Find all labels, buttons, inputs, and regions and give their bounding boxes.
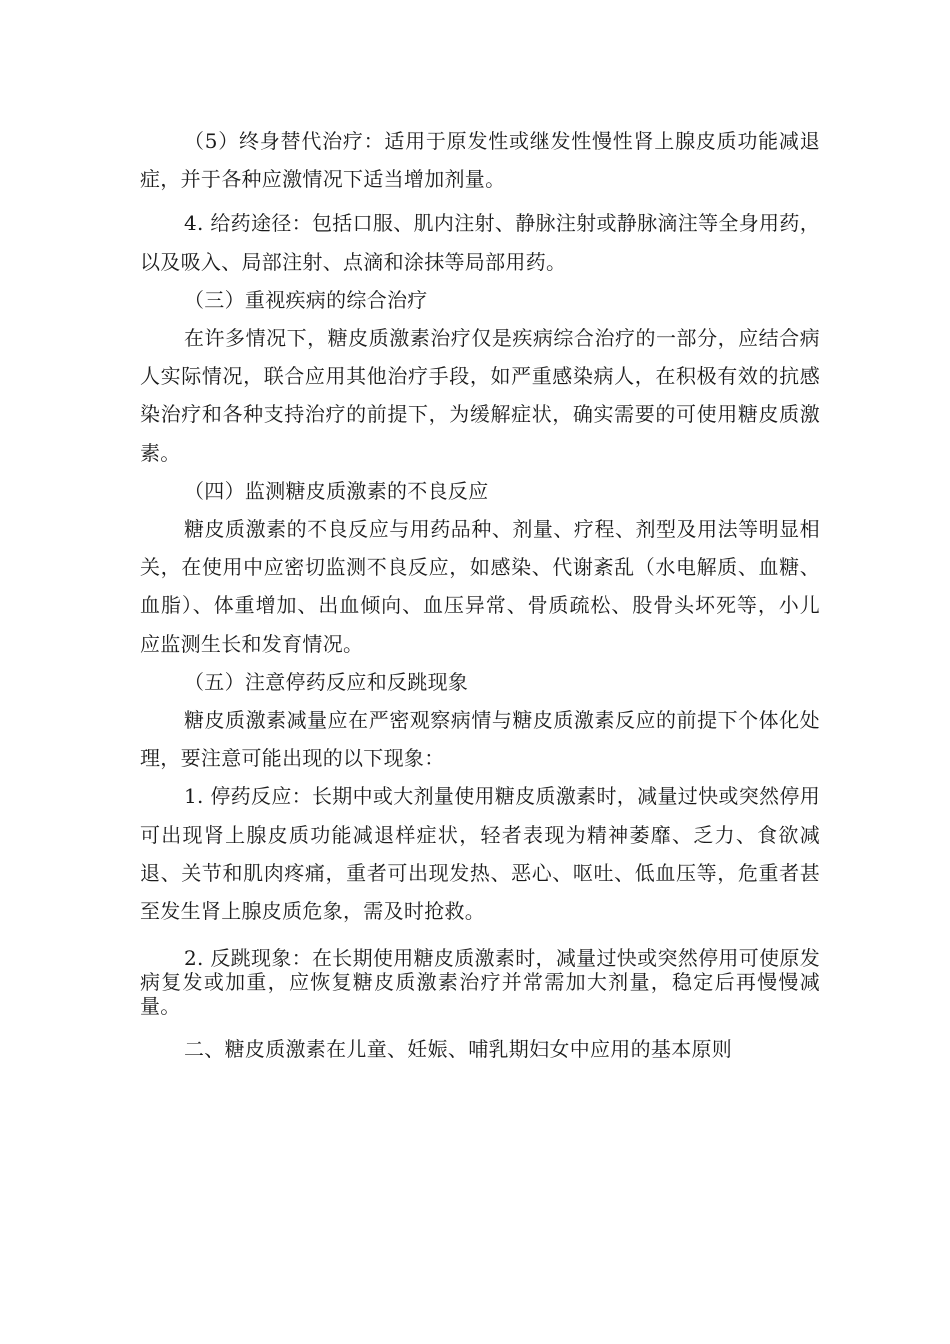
section-heading-comprehensive-treatment: （三）重视疾病的综合治疗 xyxy=(184,287,428,312)
paragraph-lifelong-replacement: （5）终身替代治疗：适用于原发性或继发性慢性肾上腺皮质功能减退症，并于各种应激情况下适当增加剂量。 xyxy=(140,129,820,192)
paragraph-comprehensive-treatment: 在许多情况下，糖皮质激素治疗仅是疾病综合治疗的一部分，应结合病人实际情况，联合应用其他治疗手段，如严重感染病人，在积极有效的抗感染治疗和各种支持治疗的前提下，为缓解症状，确实需要的可使用糖皮质激素。 xyxy=(140,326,820,465)
paragraph-adverse-reactions: 糖皮质激素的不良反应与用药品种、剂量、疗程、剂型及用法等明显相关，在使用中应密切监测不良反应，如感染、代谢紊乱（水电解质、血糖、血脂）、体重增加、出血倾向、血压异常、骨质疏松、股骨头坏死等，小儿应监测生长和发育情况。 xyxy=(140,517,820,656)
section-heading-withdrawal-rebound: （五）注意停药反应和反跳现象 xyxy=(184,669,469,694)
paragraph-tapering: 糖皮质激素减量应在严密观察病情与糖皮质激素反应的前提下个体化处理，要注意可能出现的以下现象： xyxy=(140,708,820,771)
paragraph-administration-route: 4. 给药途径：包括口服、肌内注射、静脉注射或静脉滴注等全身用药，以及吸入、局部注射、点滴和涂抹等局部用药。 xyxy=(140,211,820,274)
paragraph-rebound-phenomenon: 2. 反跳现象：在长期使用糖皮质激素时，减量过快或突然停用可使原发病复发或加重，应恢复糖皮质激素治疗并常需加大剂量，稳定后再慢慢减量。 xyxy=(140,946,820,1019)
document-body xyxy=(140,122,820,1068)
section-heading-adverse-reactions: （四）监测糖皮质激素的不良反应 xyxy=(184,478,489,503)
paragraph-withdrawal-reaction: 1. 停药反应：长期中或大剂量使用糖皮质激素时，减量过快或突然停用可出现肾上腺皮质功能减退样症状，轻者表现为精神萎靡、乏力、食欲减退、关节和肌肉疼痛，重者可出现发热、恶心、呕吐、低血压等，危重者甚至发生肾上腺皮质危象，需及时抢救。 xyxy=(140,784,820,924)
chapter-heading-special-populations: 二、糖皮质激素在儿童、妊娠、哺乳期妇女中应用的基本原则 xyxy=(184,1037,733,1062)
